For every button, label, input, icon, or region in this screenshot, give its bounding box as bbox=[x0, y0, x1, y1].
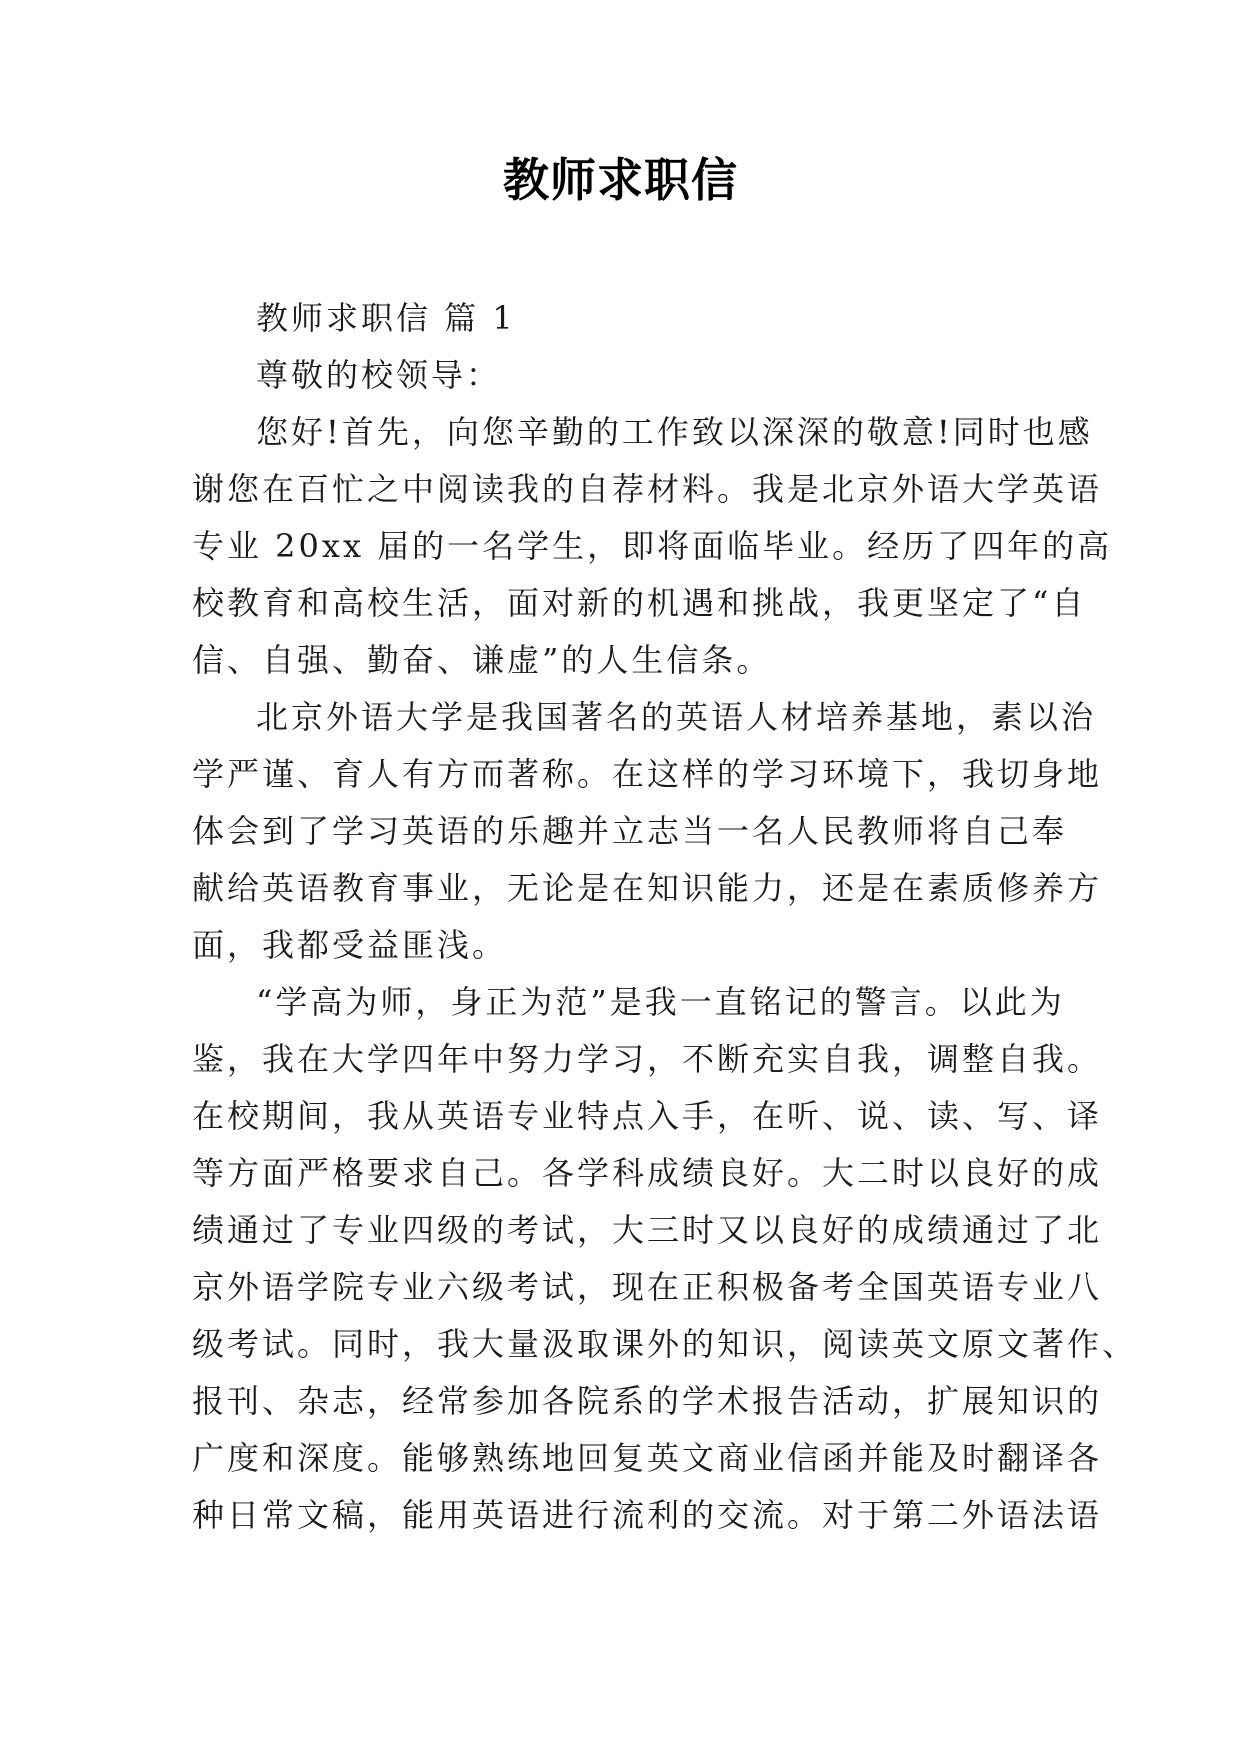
paragraph-line: 广度和深度。能够熟练地回复英文商业信函并能及时翻译各 bbox=[192, 1439, 1103, 1477]
paragraph-line: 校教育和高校生活，面对新的机遇和挑战，我更坚定了“自 bbox=[192, 584, 1087, 622]
paragraph-line: 等方面严格要求自己。各学科成绩良好。大二时以良好的成 bbox=[192, 1154, 1103, 1192]
paragraph-line: 北京外语大学是我国著名的英语人材培养基地，素以治 bbox=[256, 698, 1097, 736]
paragraph-line: 信、自强、勤奋、谦虚”的人生信条。 bbox=[192, 641, 772, 679]
salutation: 尊敬的校领导： bbox=[256, 356, 502, 394]
paragraph-line: 谢您在百忙之中阅读我的自荐材料。我是北京外语大学英语 bbox=[192, 470, 1103, 508]
section-heading: 教师求职信 篇 1 bbox=[256, 299, 516, 337]
paragraph-line: 报刊、杂志，经常参加各院系的学术报告活动，扩展知识的 bbox=[192, 1382, 1103, 1420]
paragraph-line: “学高为师，身正为范”是我一直铭记的警言。以此为 bbox=[256, 983, 1065, 1021]
paragraph-line: 绩通过了专业四级的考试，大三时又以良好的成绩通过了北 bbox=[192, 1211, 1103, 1249]
document-title: 教师求职信 bbox=[503, 153, 738, 207]
document-body bbox=[192, 290, 1138, 1544]
paragraph-line: 学严谨、育人有方而著称。在这样的学习环境下，我切身地 bbox=[192, 755, 1103, 793]
paragraph-line: 级考试。同时，我大量汲取课外的知识，阅读英文原文著作、 bbox=[192, 1325, 1138, 1363]
paragraph-line: 在校期间，我从英语专业特点入手，在听、说、读、写、译 bbox=[192, 1097, 1103, 1135]
paragraph-line: 您好!首先，向您辛勤的工作致以深深的敬意!同时也感 bbox=[256, 413, 1093, 451]
paragraph-line: 鉴，我在大学四年中努力学习，不断充实自我，调整自我。 bbox=[192, 1040, 1103, 1078]
paragraph-line: 献给英语教育事业，无论是在知识能力，还是在素质修养方 bbox=[192, 869, 1103, 907]
paragraph-line: 专业 20xx 届的一名学生，即将面临毕业。经历了四年的高 bbox=[192, 527, 1113, 565]
paragraph-line: 面，我都受益匪浅。 bbox=[192, 926, 508, 964]
paragraph-line: 京外语学院专业六级考试，现在正积极备考全国英语专业八 bbox=[192, 1268, 1103, 1306]
paragraph-line: 体会到了学习英语的乐趣并立志当一名人民教师将自己奉 bbox=[192, 812, 1068, 850]
paragraph-line: 种日常文稿，能用英语进行流利的交流。对于第二外语法语 bbox=[192, 1496, 1103, 1534]
